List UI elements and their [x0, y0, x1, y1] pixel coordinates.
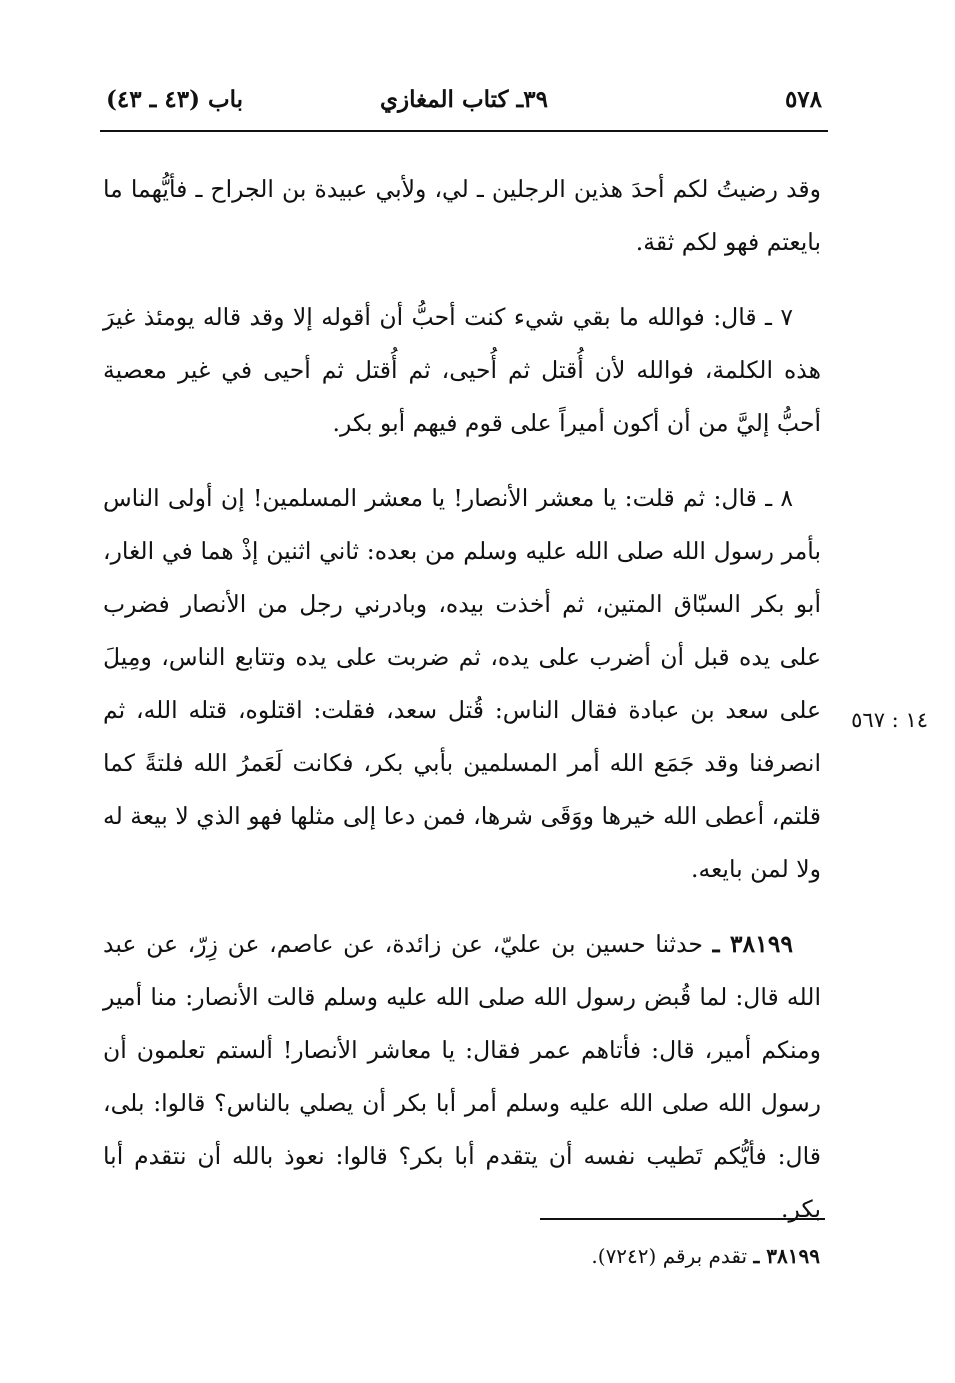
paragraph-continuation — [103, 163, 821, 269]
footnote-number: ٣٨١٩٩ ـ — [753, 1244, 820, 1268]
paragraph-text: وقد رضيتُ لكم أحدَ هذين الرجلين ـ لي، ولأبي عبيدة بن الجراح ـ فأيُّهما ما بايعتم فهو لكم ثقة. — [103, 175, 821, 256]
paragraph-number: ٧ ـ — [765, 303, 793, 331]
running-header — [100, 82, 828, 122]
footnote-text: تقدم برقم (٧٢٤٢). — [591, 1244, 748, 1268]
main-text — [103, 163, 821, 1258]
margin-reference: ١٤ : ٥٦٧ — [851, 708, 928, 732]
page-number: ٥٧٨ — [784, 86, 822, 113]
paragraph-text: قال: فوالله ما بقي شيء كنت أحبُّ أن أقوله إلا وقد قاله يومئذ غيرَ هذه الكلمة، فوالله لأن أُقتل ثم أُحيى، ثم أُقتل ثم أحيى في غير معصية أحبُّ إليَّ من أن أكون أميراً على قوم فيهم أبو بكر. — [103, 303, 821, 437]
hadith-text: حدثنا حسين بن عليّ، عن زائدة، عن عاصم، عن زِرّ، عن عبد الله قال: لما قُبض رسول الله صلى الله عليه وسلم قالت الأنصار: منا أمير ومنكم أمير، قال: فأتاهم عمر فقال: يا معاشر الأنصار! ألستم تعلمون أن رسول الله صلى الله عليه وسلم أمر أبا بكر أن يصلي بالناس؟ قالوا: بلى، قال: فأيُّكم تَطيب نفسه أن يتقدم أبا بكر؟ قالوا: نعوذ بالله أن نتقدم أبا بكر. — [103, 930, 821, 1223]
hadith-number: ٣٨١٩٩ ـ — [712, 930, 793, 958]
book-title: ٣٩ـ كتاب المغازي — [380, 86, 548, 113]
chapter-label: باب (٤٣ ـ ٤٣) — [106, 86, 244, 113]
header-rule — [100, 130, 828, 132]
paragraph-7 — [103, 291, 821, 450]
paragraph-text: قال: ثم قلت: يا معشر الأنصار! يا معشر المسلمين! إن أولى الناس بأمر رسول الله صلى الله عليه وسلم من بعده: ثاني اثنين إذْ هما في الغار، أبو بكر السبّاق المتين، ثم أخذت بيده، وبادرني رجل من الأنصار فضرب على يده قبل أن أضرب على يده، ثم ضربت على يده وتتابع الناس، ومِيلَ على سعد بن عبادة فقال الناس: قُتل سعد، فقلت: اقتلوه، قتله الله، ثم انصرفنا وقد جَمَع الله أمر المسلمين بأبي بكر، فكانت لَعَمرُ الله فلتةً كما قلتم، أعطى الله خيرها ووَقَى شرها، فمن دعا إلى مثلها فهو الذي لا بيعة له ولا لمن بايعه. — [103, 484, 821, 883]
footnote-rule — [540, 1218, 825, 1220]
footnote — [200, 1238, 820, 1274]
hadith-38199 — [103, 918, 821, 1236]
paragraph-8 — [103, 472, 821, 896]
paragraph-number: ٨ ـ — [765, 484, 793, 512]
